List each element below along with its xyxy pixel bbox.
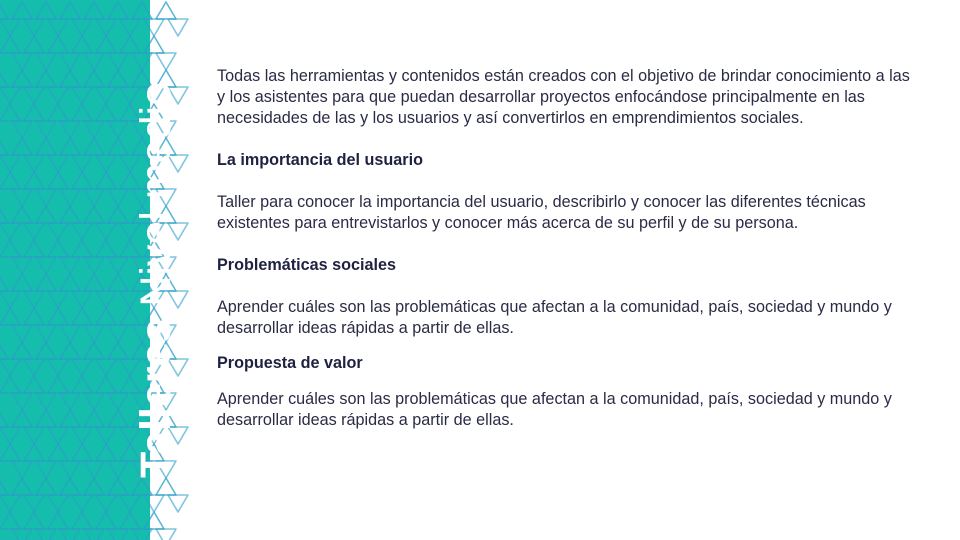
intro-paragraph: Todas las herramientas y contenidos están creados con el objetivo de brindar conocimiento a las y los asistentes para que puedan desarrollar proyectos enfocándose principalmente en las necesidades de las y los usuarios y así convertirlos en emprendimientos sociales. [217, 67, 910, 127]
sidebar-panel [0, 0, 180, 540]
section-heading: La importancia del usuario [217, 151, 423, 169]
vertical-title [132, 82, 180, 478]
title-light: Nivel medio [132, 82, 180, 307]
section-body: Taller para conocer la importancia del usuario, describirlo y conocer las diferentes técnicas existentes para entrevistarlos y conocer más acerca de su perfil y de su persona. [217, 193, 866, 232]
section-heading: Problemáticas sociales [217, 256, 397, 274]
triangle-pattern [0, 0, 150, 540]
section-body: Aprender cuáles son las problemáticas que afectan a la comunidad, país, sociedad y mundo y desarrollar ideas rápidas a partir de ellas. [217, 298, 892, 337]
section-heading: Propuesta de valor [217, 354, 363, 372]
section-body: Aprender cuáles son las problemáticas que afectan a la comunidad, país, sociedad y mundo y desarrollar ideas rápidas a partir de ellas. [217, 390, 892, 429]
title-bold: Talleres [132, 318, 180, 478]
main-content [217, 66, 917, 431]
